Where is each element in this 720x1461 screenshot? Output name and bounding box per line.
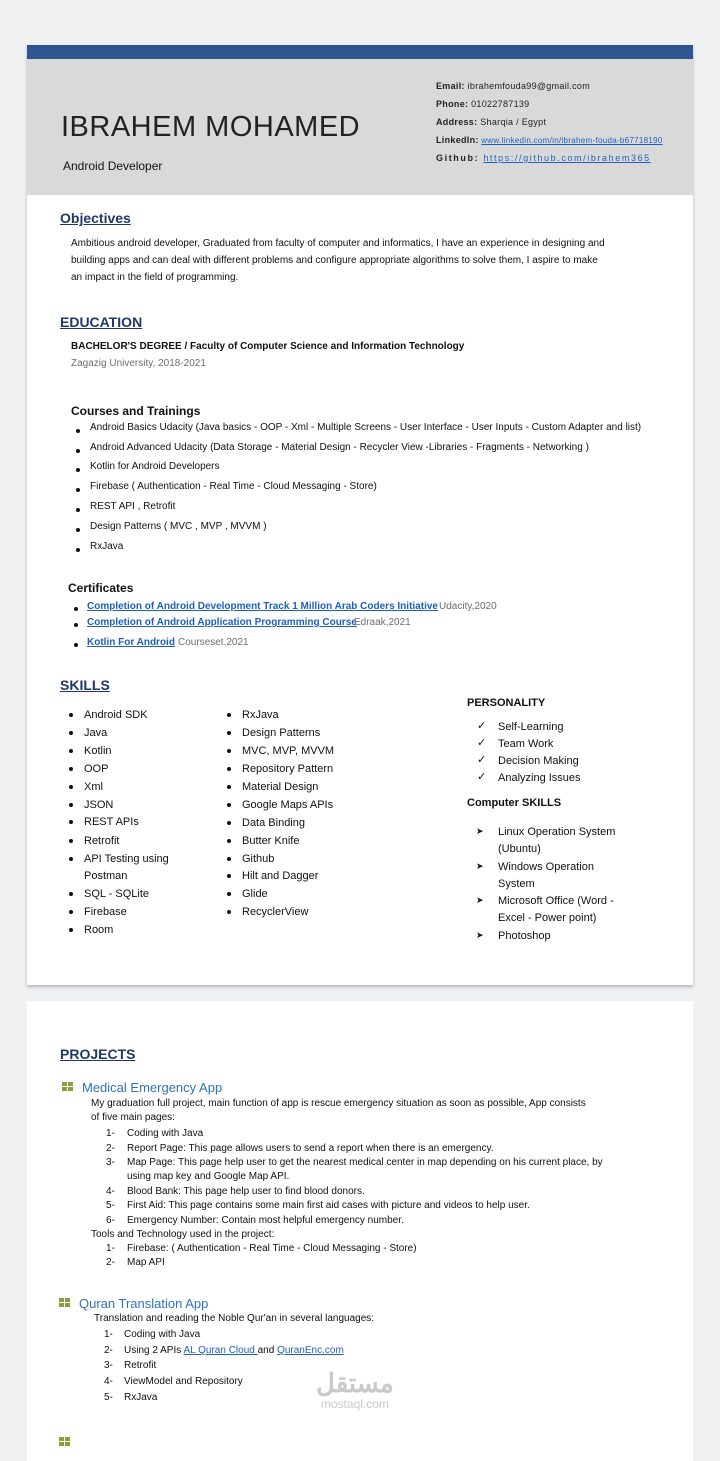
project-feature-list: 1- Coding with Java 2- Using 2 APIs AL Quran Cloud and QuranEnc.com 3- Retrofit 4- ViewModel and Repository 5- RxJava — [104, 1329, 344, 1403]
checkmark-icon: ✓ — [477, 737, 487, 749]
personality-item: Decision Making — [498, 755, 579, 767]
checkmark-icon: ✓ — [477, 771, 487, 783]
education-school: Zagazig University, 2018-2021 — [71, 358, 206, 369]
personality-list — [477, 718, 677, 798]
skill-item: SQL - SQLite — [84, 888, 150, 900]
skill-item: OOP — [84, 763, 109, 775]
quranenc-link[interactable]: QuranEnc.com — [277, 1345, 344, 1356]
computer-skill-item-continued: (Ubuntu) — [498, 843, 541, 855]
computer-skill-item-continued: Excel - Power point) — [498, 912, 597, 924]
skill-item: Hilt and Dagger — [242, 870, 319, 882]
arrow-icon: ➤ — [476, 930, 484, 940]
grid-bullet-icon — [59, 1298, 70, 1308]
projects-heading: PROJECTS — [60, 1046, 136, 1062]
checkmark-icon: ✓ — [477, 754, 487, 766]
skill-item: Material Design — [242, 781, 319, 793]
github-link[interactable]: https://github.com/ibrahem365 — [483, 153, 651, 163]
skill-item: Room — [84, 924, 114, 936]
contact-github: Github: https://github.com/ibrahem365 — [436, 153, 651, 163]
computer-skills-list — [476, 823, 676, 953]
checkmark-icon: ✓ — [477, 720, 487, 732]
mostaql-watermark: مستقل mostaql.com — [316, 1368, 394, 1411]
education-degree: BACHELOR'S DEGREE / Faculty of Computer Science and Information Technology — [71, 341, 465, 352]
feature-item: Coding with Java — [124, 1329, 201, 1340]
feature-item: Emergency Number: Contain most helpful emergency number. — [127, 1215, 404, 1226]
skills-column-1 — [69, 706, 219, 946]
candidate-name: IBRAHEM MOHAMED — [61, 111, 361, 143]
feature-item: Map Page: This page help user to get the nearest medical center in map depending on his current place, by — [127, 1157, 603, 1168]
personality-item: Team Work — [498, 738, 554, 750]
header-accent-bar — [27, 45, 693, 59]
skill-item: JSON — [84, 799, 114, 811]
tool-item: Map API — [127, 1257, 165, 1268]
candidate-role: Android Developer — [63, 159, 163, 173]
feature-item: Coding with Java — [127, 1128, 204, 1139]
skill-item: API Testing using — [84, 853, 169, 865]
skill-item: Github — [242, 853, 275, 865]
project-feature-list: 1- Coding with Java 2- Report Page: This page allows users to send a report when there is an emergency. 3- Map Page: This page help user to get the nearest medical center in map depending on his current place, by using map key and Google Map API. 4- Blood Bank: This page help user to find blood donors. 5- First Aid: This page contains some main first aid cases with picture and videos to help user. 6- Emergency Number: Contain most helpful emergency number. — [106, 1128, 603, 1226]
contact-phone: Phone: 01022787139 — [436, 99, 530, 109]
computer-skill-item: Windows Operation — [498, 861, 594, 873]
personality-item: Self-Learning — [498, 721, 564, 733]
al-quran-cloud-link[interactable]: AL Quran Cloud — [183, 1345, 258, 1356]
objectives-heading: Objectives — [60, 210, 131, 226]
personality-heading: PERSONALITY — [467, 697, 546, 709]
contact-email: Email: ibrahemfouda99@gmail.com — [436, 81, 591, 91]
grid-bullet-icon — [62, 1082, 73, 1092]
project-title: Quran Translation App — [79, 1296, 209, 1311]
arrow-icon: ➤ — [476, 826, 484, 836]
grid-bullet-icon — [59, 1437, 70, 1447]
skill-item: Xml — [84, 781, 103, 793]
skill-item: RecyclerView — [242, 906, 309, 918]
project-description: Translation and reading the Noble Qur'an in several languages: — [94, 1313, 375, 1324]
courses-heading: Courses and Trainings — [71, 404, 201, 418]
tools-list: 1- Firebase: ( Authentication - Real Time - Cloud Messaging - Store) 2- Map API — [106, 1243, 417, 1268]
certificate-link[interactable]: Kotlin For Android — [87, 637, 175, 648]
contact-address: Address: Sharqia / Egypt — [436, 117, 547, 127]
skill-item: Google Maps APIs — [242, 799, 334, 811]
education-heading: EDUCATION — [60, 314, 143, 330]
skill-item: Data Binding — [242, 817, 305, 829]
computer-skill-item: Microsoft Office (Word - — [498, 895, 614, 907]
personality-item: Analyzing Issues — [498, 772, 581, 784]
skill-item: Retrofit — [84, 835, 120, 847]
feature-item: First Aid: This page contains some main first aid cases with picture and videos to help user. — [127, 1200, 530, 1211]
computer-skill-item: Photoshop — [498, 930, 551, 942]
skill-item: Glide — [242, 888, 268, 900]
project-description: My graduation full project, main function of app is rescue emergency situation as soon as possible, App consists of five main pages: — [91, 1098, 586, 1123]
computer-skill-item-continued: System — [498, 878, 535, 890]
objectives-text: Ambitious android developer, Graduated from faculty of computer and informatics, I have an experience in designing and building apps and can deal with different problems and configure appropriate algorithms to solve them, I aspire to make an impact in the field of programming. — [71, 238, 605, 283]
skill-item: Android SDK — [84, 709, 148, 721]
arrow-icon: ➤ — [476, 895, 484, 905]
skill-item: REST APIs — [84, 816, 139, 828]
skill-item-continued: Postman — [84, 870, 128, 882]
skill-item: Butter Knife — [242, 835, 300, 847]
contact-linkedin: LinkedIn: www.linkedin.com/in/ibrahem-fouda-b67718190 — [436, 135, 663, 145]
tools-heading: Tools and Technology used in the project: — [91, 1229, 275, 1240]
arrow-icon: ➤ — [476, 861, 484, 871]
certificate-link[interactable]: Completion of Android Application Programming Course — [87, 617, 357, 628]
feature-item: Retrofit — [124, 1360, 157, 1371]
skill-item: Design Patterns — [242, 727, 321, 739]
feature-item: ViewModel and Repository — [124, 1376, 243, 1387]
certificates-heading: Certificates — [68, 581, 134, 595]
computer-skill-item: Linux Operation System — [498, 826, 616, 838]
feature-item: Report Page: This page allows users to send a report when there is an emergency. — [127, 1143, 494, 1154]
skill-item: RxJava — [242, 709, 279, 721]
computer-skills-heading: Computer SKILLS — [467, 797, 562, 809]
skill-item: Kotlin — [84, 745, 112, 757]
skill-item: Firebase — [84, 906, 127, 918]
tool-item: Firebase: ( Authentication - Real Time - Cloud Messaging - Store) — [127, 1243, 417, 1254]
skills-heading: SKILLS — [60, 677, 110, 693]
header-block — [27, 59, 693, 195]
certificate-link[interactable]: Completion of Android Development Track 1 Million Arab Coders Initiative — [87, 601, 438, 612]
project-title: Medical Emergency App — [82, 1080, 223, 1095]
feature-item: Blood Bank: This page help user to find blood donors. — [127, 1186, 365, 1197]
skill-item: Java — [84, 727, 108, 739]
linkedin-link[interactable]: www.linkedin.com/in/ibrahem-fouda-b67718190 — [481, 136, 663, 145]
feature-item-continued: using map key and Google Map API. — [127, 1171, 290, 1182]
skill-item: MVC, MVP, MVVM — [242, 745, 335, 757]
skill-item: Repository Pattern — [242, 763, 334, 775]
resume-page-1: IBRAHEM MOHAMED Android Developer Email: ibrahemfouda99@gmail.com Phone: 01022787139 Address: Sharqia / Egypt LinkedIn: www.linkedin.com/in/ibrahem-fouda-b67718190 Github: https://github.com/ibrahem365 Objectives Ambitious android developer, Graduated from faculty of computer and informatics, I have an experience in designing and building apps and can deal with different problems and configure appropriate algorithms to solve them, I aspire to make an impact in the field of programming. EDUCATION BACHELOR'S DEGREE / Faculty of Computer Science and Information Technology Zagazig University, 2018-2021 Courses and Trainings Android Basics Udacity (Java basics - OOP - Xml - Multiple Screens - User Interface - User Inputs - Custom Adapter and list) Android Advanced Udacity (Data Storage - Material Design - Recycler View -Libraries - Fragments - Networking ) Kotlin for Android Developers Firebase ( Authentication - Real Time - Cloud Messaging - Store) REST API , Retrofit Design Patterns ( MVC , MVP , MVVM ) RxJava Certificates Completion of Android Development Track 1 Million Arab Coders Initiative Udacity,2020 Completion of Android Application Programming Course Edraak,2021 Kotlin For Android Courseset,2021 SKILLS Android SDK Java Kotlin OOP Xml JSON REST APIs Retrofit API Testing using Postman SQL - SQLite Firebase Room RxJava Design Patterns MVC, MVP, MVVM Repository Pattern Material Design Google Maps APIs Data Binding Butter Knife Github Hilt and Dagger Glide RecyclerView PERSONALITY ✓ Self-Learning ✓ Team Work ✓ Decision Making ✓ Analyzing Issues Computer SKILLS ➤ Linux Operation System (Ubuntu) ➤ Windows Operation System ➤ Microsoft Office (Word - Excel - Power point) ➤ Photoshop — [27, 45, 693, 985]
feature-item: RxJava — [124, 1392, 158, 1403]
skills-column-2 — [227, 706, 377, 946]
feature-item: Using 2 APIs AL Quran Cloud and QuranEnc.com — [124, 1345, 344, 1356]
